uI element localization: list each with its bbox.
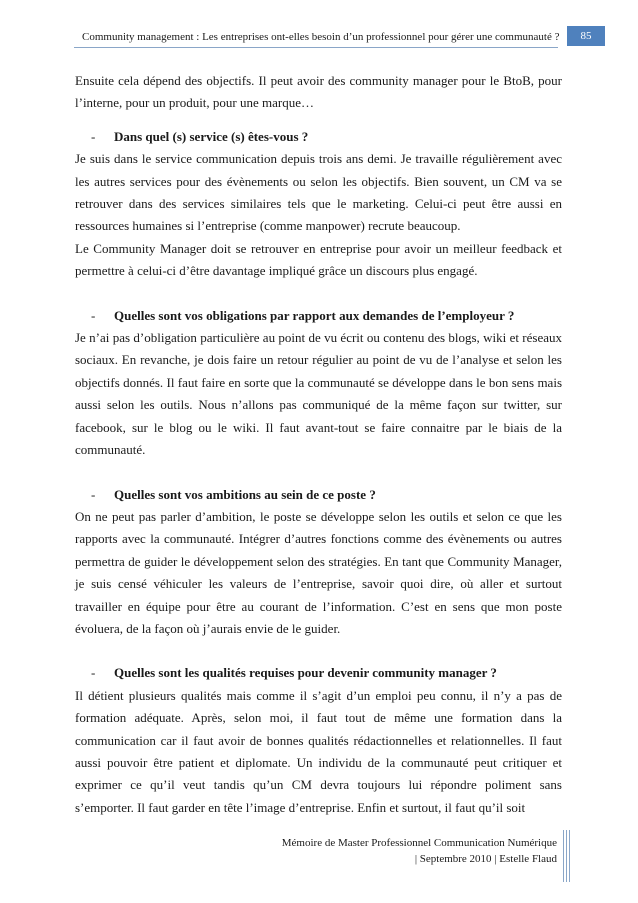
footer-rule [569,830,570,882]
bullet-dash: - [91,665,96,681]
question-text: Quelles sont vos ambitions au sein de ce poste ? [114,486,376,502]
paragraph: Ensuite cela dépend des objectifs. Il peut avoir des community manager pour le BtoB, pour l’interne, pour un produit, pour une marque… [75,73,562,111]
page-footer [250,835,557,867]
footer-rule [563,830,564,882]
header-rule [74,47,558,48]
answer-paragraph: Il détient plusieurs qualités mais comme il s’agit d’un emploi peu connu, il n’y a pas de formation adéquate. Après, selon moi, il faut tout de même une formation dans la communication car il faut avoir de bonnes qualités rédactionnelles et relationnelles. Il faut aussi pouvoir être patient et diplomate. Un individu de la communauté peut critiquer et exprimer ce qu’il veut tandis qu’un CM devra toujours lui répondre poliment sans s’emporter. Il faut garder en tête l’image d’entreprise. Enfin et surtout, il faut qu’il soit [75,687,562,815]
page-body [75,70,562,819]
page-number-badge: 85 [567,26,605,46]
answer-paragraph: Je n’ai pas d’obligation particulière au point de vu écrit ou contenu des blogs, wiki et réseaux sociaux. En revanche, je dois faire un retour régulier au point de vu de l’analyse et selon les objectifs donnés. Il faut faire en sorte que la communauté se développe dans le bon sens mais aussi selon les outils. Nous n’allons pas communiqué de la même façon sur twitter, sur facebook, sur le blog ou le wiki. Il faut avant-tout se faire connaitre par le biais de la communauté. [75,330,562,458]
bullet-dash: - [91,128,96,144]
footer-rule [566,830,567,882]
question-heading [75,662,562,684]
bullet-dash: - [91,486,96,502]
answer-paragraph: On ne peut pas parler d’ambition, le poste se développe selon les outils et selon ce que les rapports avec la communauté. Intégrer d’autres fonctions comme des évènements ou autres permettra de guider le développement selon des stratégies. En tant que Community Manager, je suis censé véhiculer les valeurs de l’entreprise, savoir quoi dire, où aller et surtout travailler en équipe pour être au courant de l’information. C’est en sens que mon poste évoluera, de la façon où j’aurais envie de le guider. [75,508,562,636]
answer-paragraph: Je suis dans le service communication depuis trois ans demi. Je travaille régulièrement avec les autres services pour des évènements ou selon les objectifs. Bien souvent, un CM va se retrouver dans des services similaires tels que le marketing. Celui-ci peut être aussi en ressources humaines si l’entreprise (comme manpower) recrute beaucoup. [75,151,562,234]
running-header: Community management : Les entreprises ont-elles besoin d’un professionnel pour gérer une communauté ? [82,31,560,43]
question-text: Quelles sont les qualités requises pour devenir community manager ? [114,665,497,681]
footer-thesis-title: Mémoire de Master Professionnel Communication Numérique [281,837,557,849]
question-text: Dans quel (s) service (s) êtes-vous ? [114,128,309,144]
bullet-dash: - [91,307,96,323]
question-heading [75,484,562,506]
question-heading [75,305,562,327]
footer-date-author: | Septembre 2010 | Estelle Flaud [414,853,557,865]
question-text: Quelles sont vos obligations par rapport aux demandes de l’employeur ? [114,307,515,323]
question-heading [75,126,562,148]
answer-paragraph: Le Community Manager doit se retrouver en entreprise pour avoir un meilleur feedback et permettre à celui-ci d’être davantage impliqué grâce un discours plus engagé. [75,240,562,279]
